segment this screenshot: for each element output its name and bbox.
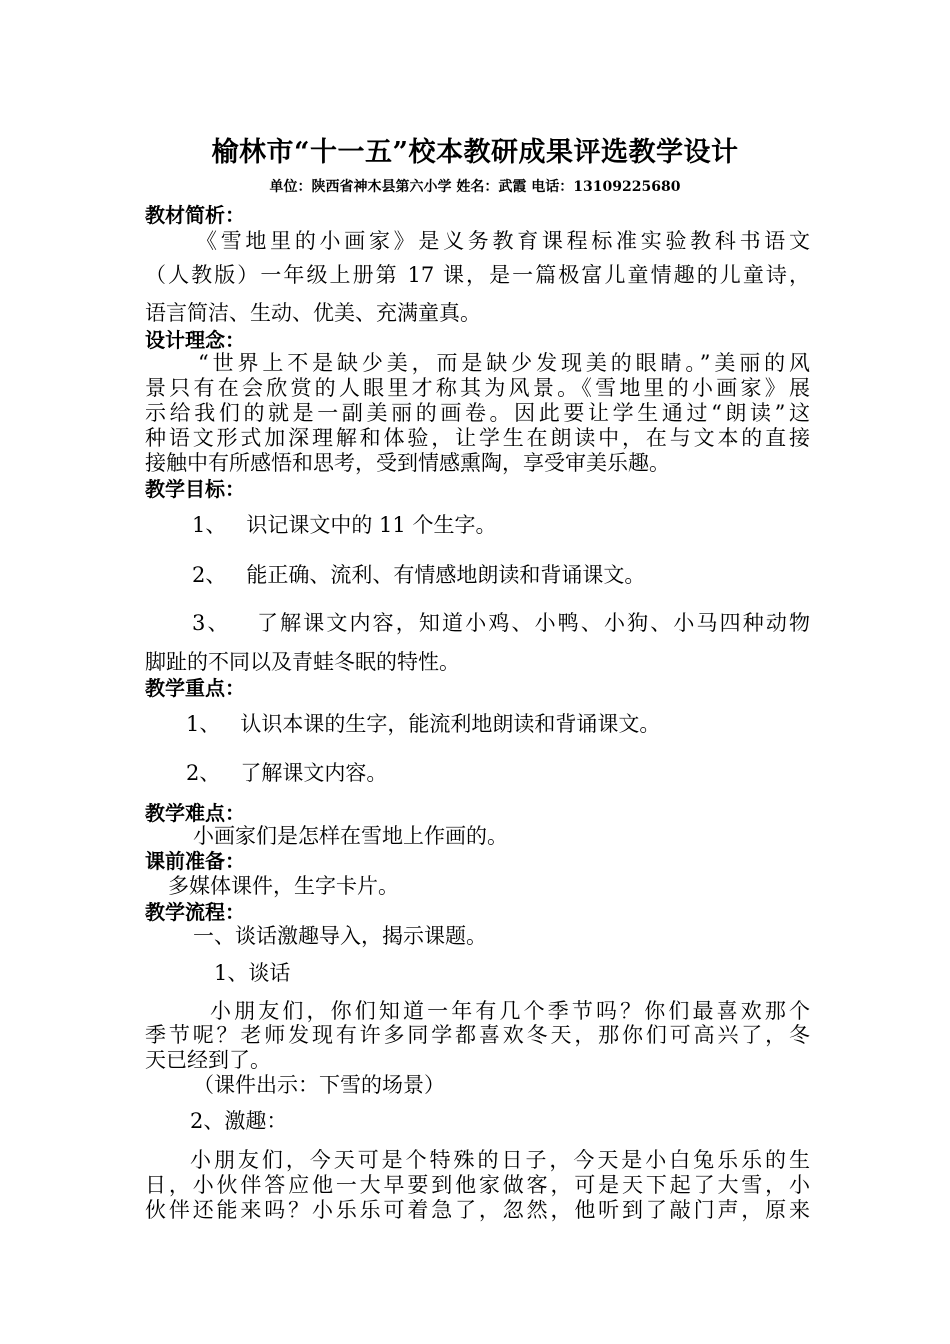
paragraph-line: （人教版）一年级上册第 17 课，是一篇极富儿童情趣的儿童诗， bbox=[145, 263, 810, 287]
paragraph-line: 小朋友们，今天可是个特殊的日子，今天是小白兔乐乐的生 bbox=[190, 1148, 810, 1172]
section-heading-design-concept: 设计理念： bbox=[145, 328, 245, 352]
key-point-item: 2、 了解课文内容。 bbox=[186, 761, 388, 785]
section-heading-teaching-goals: 教学目标： bbox=[145, 477, 245, 501]
paragraph-line: 《雪地里的小画家》是义务教育课程标准实验教科书语文 bbox=[196, 229, 810, 253]
paragraph-line: 景只有在会欣赏的人眼里才称其为风景。《雪地里的小画家》展 bbox=[145, 376, 810, 400]
key-point-item: 1、 认识本课的生字，能流利地朗读和背诵课文。 bbox=[186, 712, 661, 736]
paragraph-line: 小朋友们，你们知道一年有几个季节吗？你们最喜欢那个 bbox=[210, 999, 810, 1023]
paragraph-line: 示给我们的就是一副美丽的画卷。因此要让学生通过“朗读”这 bbox=[145, 401, 810, 425]
goal-item: 2、 能正确、流利、有情感地朗读和背诵课文。 bbox=[192, 563, 646, 587]
goal-item: 3、 了解课文内容，知道小鸡、小鸭、小狗、小马四种动物 bbox=[192, 611, 810, 635]
document-subtitle: 单位：陕西省神木县第六小学 姓名：武霞 电话：13109225680 bbox=[269, 179, 681, 195]
section-heading-teaching-process: 教学流程： bbox=[145, 900, 245, 924]
section-heading-difficulties: 教学难点： bbox=[145, 801, 245, 825]
paragraph-line: 天已经到了。 bbox=[145, 1048, 271, 1072]
paragraph-line: 接触中有所感悟和思考，受到情感熏陶，享受审美乐趣。 bbox=[145, 451, 670, 475]
paragraph-line: 小画家们是怎样在雪地上作画的。 bbox=[193, 824, 508, 848]
section-heading-preparation: 课前准备： bbox=[145, 849, 245, 873]
paragraph-line: 种语文形式加深理解和体验，让学生在朗读中，在与文本的直接 bbox=[145, 426, 810, 450]
document-title: 榆林市“十一五”校本教研成果评选教学设计 bbox=[211, 137, 739, 168]
section-heading-textbook-analysis: 教材简析： bbox=[145, 203, 245, 227]
paragraph-line: 季节呢？老师发现有许多同学都喜欢冬天，那你们可高兴了，冬 bbox=[145, 1023, 810, 1047]
paragraph-line: 语言简洁、生动、优美、充满童真。 bbox=[145, 301, 481, 325]
paragraph-line: （课件出示：下雪的场景） bbox=[193, 1073, 445, 1097]
paragraph-line: 脚趾的不同以及青蛙冬眠的特性。 bbox=[145, 650, 460, 674]
paragraph-line: 日，小伙伴答应他一大早要到他家做客，可是天下起了大雪，小 bbox=[145, 1173, 810, 1197]
goal-item: 1、 识记课文中的 11 个生字。 bbox=[192, 513, 497, 537]
paragraph-line: “世界上不是缺少美，而是缺少发现美的眼睛。”美丽的风 bbox=[198, 351, 810, 375]
section-heading-key-points: 教学重点： bbox=[145, 676, 245, 700]
paragraph-line: 多媒体课件，生字卡片。 bbox=[168, 874, 399, 898]
paragraph-line: 2、激趣： bbox=[190, 1109, 288, 1133]
paragraph-line: 1、谈话 bbox=[214, 961, 291, 985]
paragraph-line: 一、谈话激趣导入，揭示课题。 bbox=[193, 924, 487, 948]
paragraph-line: 伙伴还能来吗？小乐乐可着急了，忽然，他听到了敲门声，原来 bbox=[145, 1198, 810, 1222]
